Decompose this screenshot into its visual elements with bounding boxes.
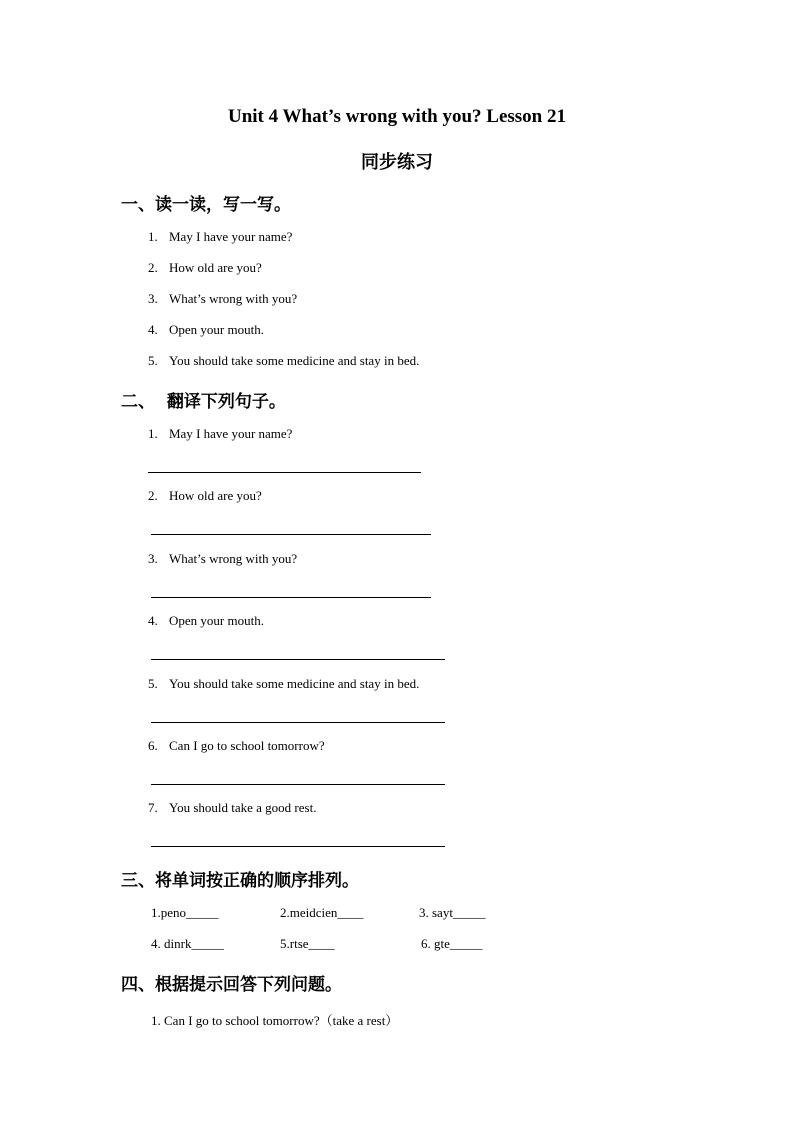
item-text: May I have your name? (169, 229, 293, 244)
list-item (148, 229, 292, 245)
list-item (148, 800, 316, 816)
scrambled-word: 1.peno_____ (151, 905, 219, 920)
section4-heading: 四、根据提示回答下列问题。 (121, 975, 342, 995)
item-text: You should take some medicine and stay in bed. (169, 676, 420, 691)
item-text: May I have your name? (169, 426, 293, 441)
question-item: 1. Can I go to school tomorrow?（take a rest） (151, 1013, 399, 1028)
item-text: How old are you? (169, 488, 262, 503)
item-text: How old are you? (169, 260, 262, 275)
scrambled-word: 3. sayt_____ (419, 905, 486, 920)
item-number: 2. (148, 488, 158, 503)
answer-line[interactable] (151, 597, 431, 598)
page-subtitle: 同步练习 (361, 152, 433, 173)
item-text: Can I go to school tomorrow? (169, 738, 325, 753)
item-number: 7. (148, 800, 158, 815)
list-item (148, 738, 325, 754)
item-number: 4. (148, 322, 158, 337)
scrambled-word: 5.rtse____ (280, 936, 335, 951)
answer-line[interactable] (151, 659, 445, 660)
item-text: What’s wrong with you? (169, 551, 298, 566)
answer-line[interactable] (151, 534, 431, 535)
scrambled-word: 4. dinrk_____ (151, 936, 224, 951)
item-text: You should take a good rest. (169, 800, 317, 815)
item-number: 3. (148, 551, 158, 566)
list-item (148, 426, 292, 442)
scrambled-word: 6. gte_____ (421, 936, 483, 951)
item-number: 5. (148, 353, 158, 368)
list-item (148, 676, 419, 692)
item-number: 1. (148, 229, 158, 244)
answer-line[interactable] (151, 722, 445, 723)
item-number: 2. (148, 260, 158, 275)
list-item (148, 260, 262, 276)
list-item (148, 613, 264, 629)
scrambled-word: 2.meidcien____ (280, 905, 364, 920)
list-item (148, 353, 419, 369)
list-item (148, 291, 297, 307)
item-text: Open your mouth. (169, 322, 264, 337)
page-title: Unit 4 What’s wrong with you? Lesson 21 (227, 106, 566, 127)
item-text: You should take some medicine and stay in bed. (169, 353, 420, 368)
section1-heading: 一、读一读，写一写。 (121, 195, 291, 215)
answer-line[interactable] (148, 472, 421, 473)
answer-line[interactable] (151, 784, 445, 785)
item-number: 3. (148, 291, 158, 306)
item-number: 5. (148, 676, 158, 691)
section2-heading: 二、 翻译下列句子。 (121, 392, 286, 412)
item-number: 6. (148, 738, 158, 753)
list-item (148, 322, 264, 338)
list-item (148, 551, 297, 567)
section3-heading: 三、将单词按正确的顺序排列。 (121, 871, 359, 891)
item-text: Open your mouth. (169, 613, 264, 628)
item-text: What’s wrong with you? (169, 291, 298, 306)
item-number: 1. (148, 426, 158, 441)
answer-line[interactable] (151, 846, 445, 847)
list-item (148, 488, 262, 504)
item-number: 4. (148, 613, 158, 628)
